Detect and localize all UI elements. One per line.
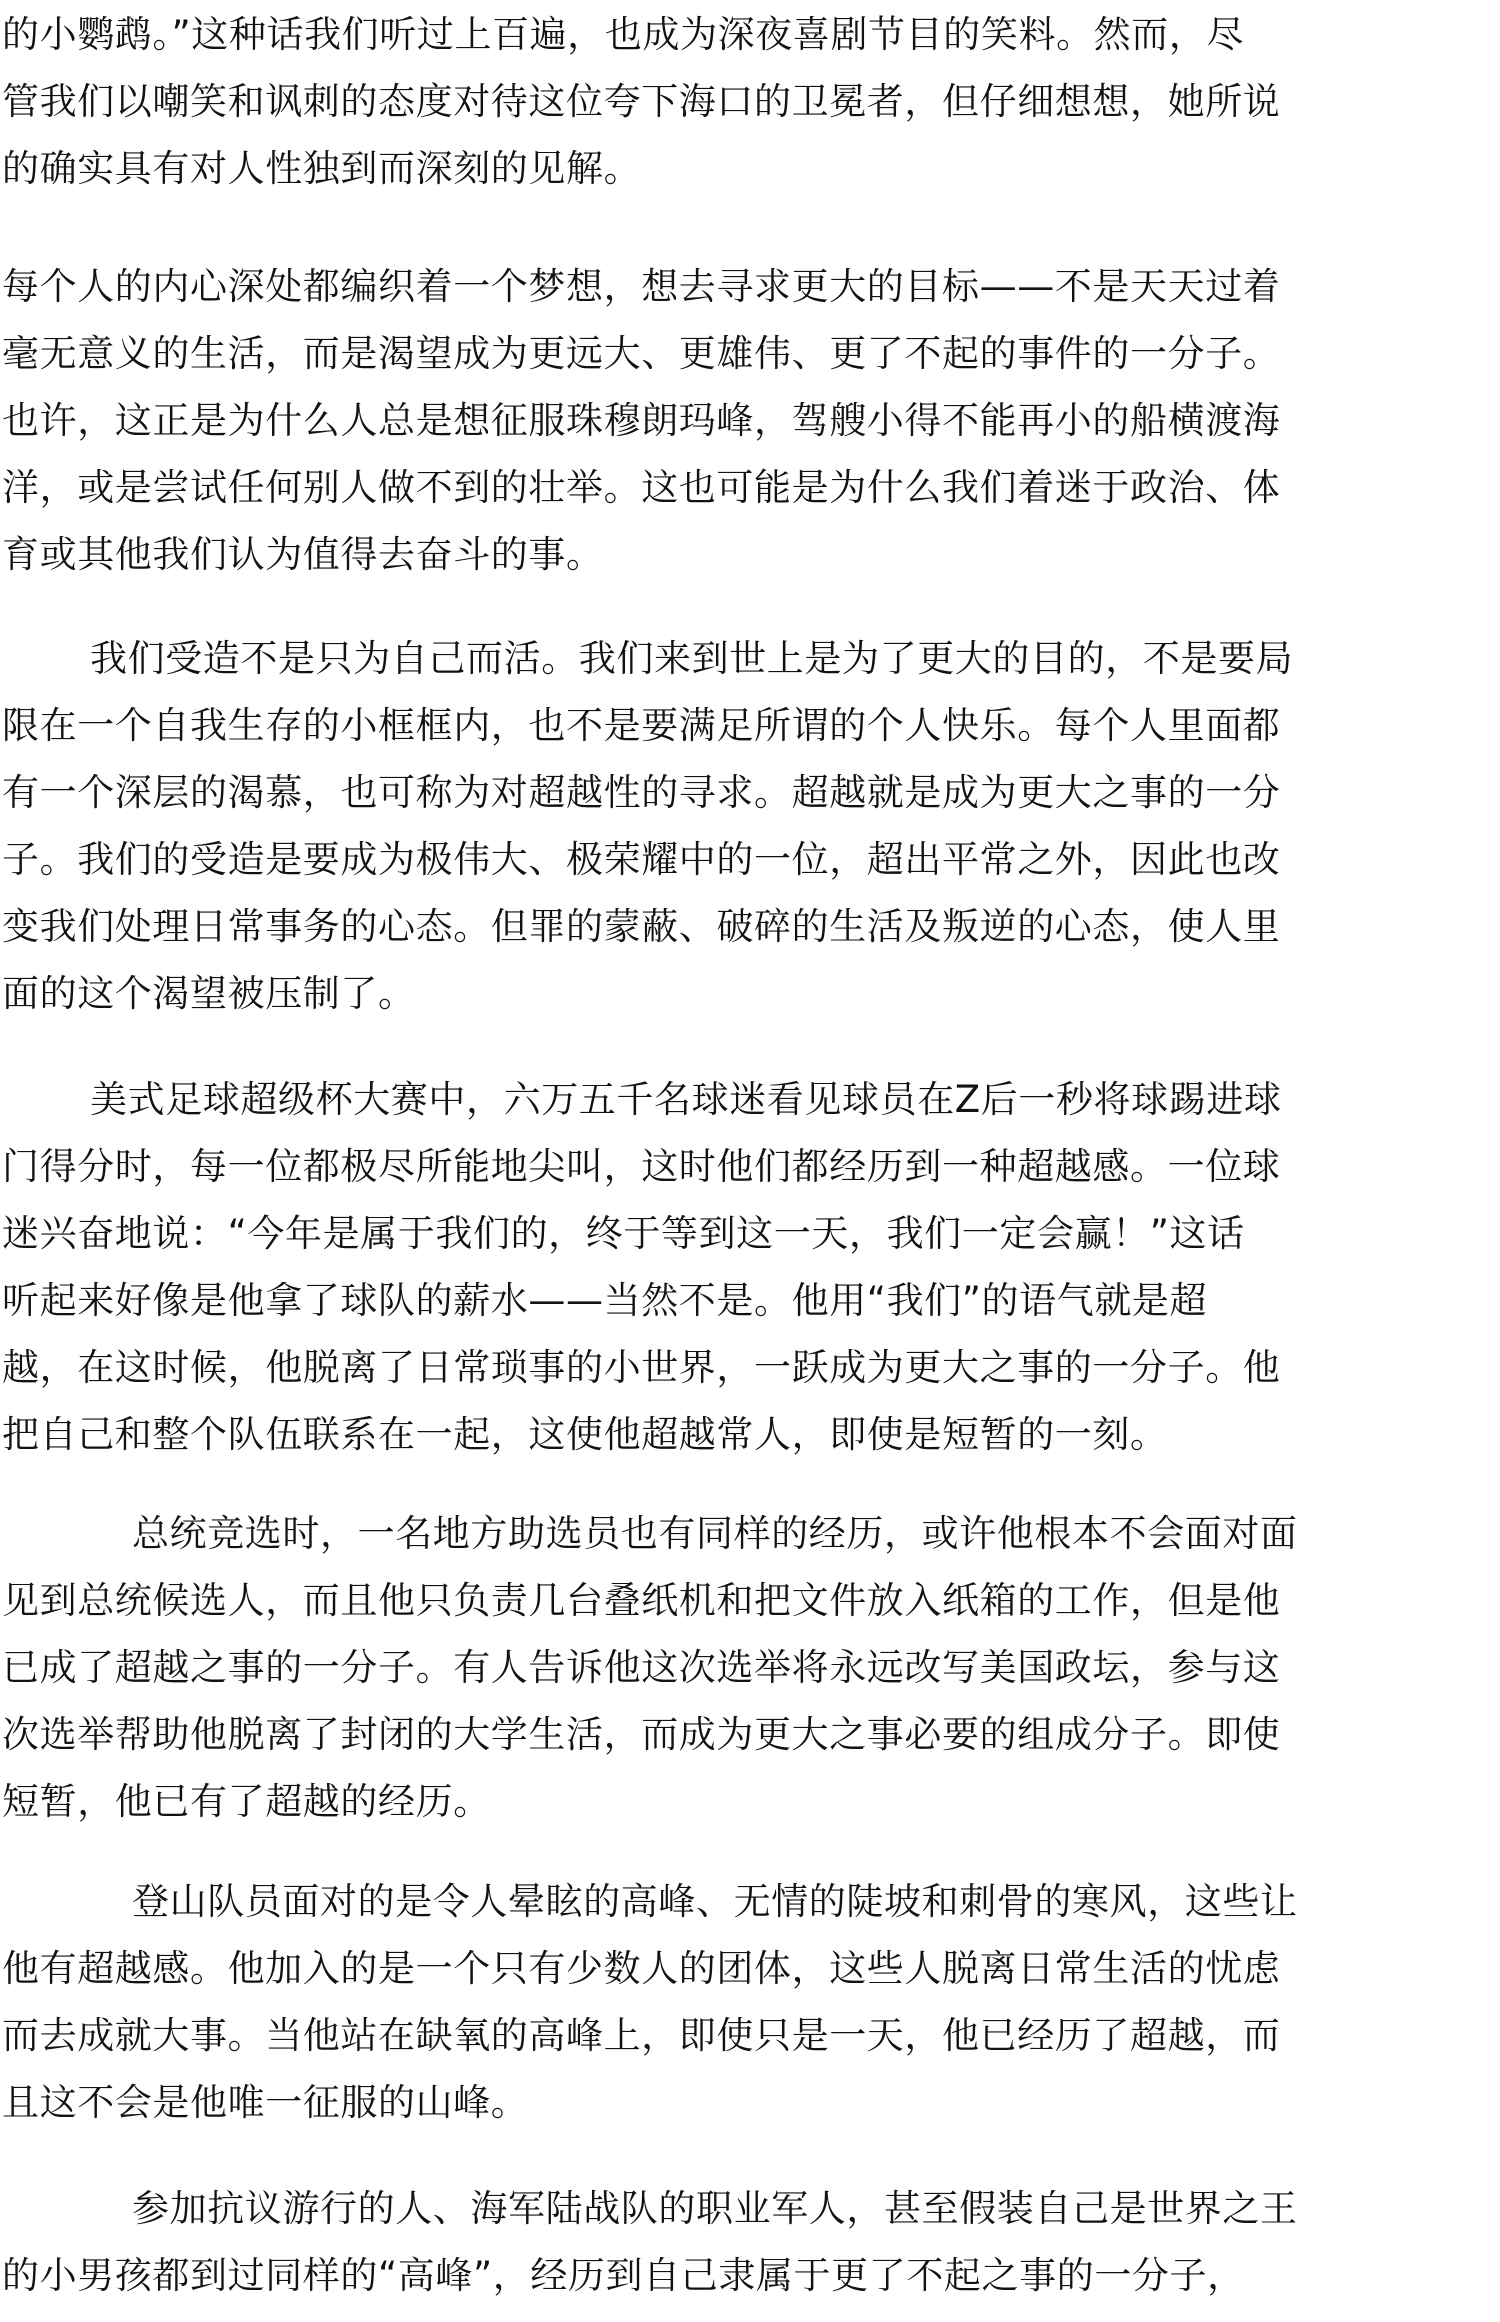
text-line: 而去成就大事。当他站在缺氧的高峰上，即使只是一天，他已经历了超越，而 bbox=[2, 2014, 1281, 2057]
text-line: 门得分时，每一位都极尽所能地尖叫，这时他们都经历到一种超越感。一位球 bbox=[2, 1145, 1281, 1188]
text-line: 美式足球超级杯大赛中，六万五千名球迷看见球员在Z后一秒将球踢进球 bbox=[90, 1078, 1282, 1121]
text-line: 子。我们的受造是要成为极伟大、极荣耀中的一位，超出平常之外，因此也改 bbox=[2, 838, 1281, 881]
text-line: 我们受造不是只为自己而活。我们来到世上是为了更大的目的，不是要局 bbox=[90, 637, 1294, 680]
text-line: 他有超越感。他加入的是一个只有少数人的团体，这些人脱离日常生活的忧虑 bbox=[2, 1947, 1281, 1990]
text-line: 限在一个自我生存的小框框内，也不是要满足所谓的个人快乐。每个人里面都 bbox=[2, 704, 1281, 747]
paragraph bbox=[2, 1500, 1480, 1835]
text-line: 次选举帮助他脱离了封闭的大学生活，而成为更大之事必要的组成分子。即使 bbox=[2, 1713, 1281, 1756]
paragraph bbox=[2, 625, 1480, 1027]
text-line: 参加抗议游行的人、海军陆战队的职业军人，甚至假装自己是世界之王 bbox=[132, 2187, 1298, 2230]
text-line: 管我们以嘲笑和讽刺的态度对待这位夸下海口的卫冕者，但仔细想想，她所说 bbox=[2, 80, 1281, 123]
text-line: 也许，这正是为什么人总是想征服珠穆朗玛峰，驾艘小得不能再小的船横渡海 bbox=[2, 399, 1281, 442]
text-line: 每个人的内心深处都编织着一个梦想，想去寻求更大的目标——不是天天过着 bbox=[2, 265, 1281, 308]
paragraph bbox=[2, 1066, 1480, 1468]
text-line: 有一个深层的渴慕，也可称为对超越性的寻求。超越就是成为更大之事的一分 bbox=[2, 771, 1281, 814]
text-line: 且这不会是他唯一征服的山峰。 bbox=[2, 2081, 529, 2124]
text-line: 见到总统候选人，而且他只负责几台叠纸机和把文件放入纸箱的工作，但是他 bbox=[2, 1579, 1281, 1622]
text-line: 短暂，他已有了超越的经历。 bbox=[2, 1780, 491, 1823]
paragraph bbox=[2, 1, 1480, 202]
paragraph bbox=[2, 2175, 1480, 2309]
text-line: 的小鹦鹉。”这种话我们听过上百遍，也成为深夜喜剧节目的笑料。然而，尽 bbox=[2, 13, 1245, 56]
text-line: 登山队员面对的是令人晕眩的高峰、无情的陡坡和刺骨的寒风，这些让 bbox=[132, 1880, 1298, 1923]
text-line: 把自己和整个队伍联系在一起，这使他超越常人，即使是短暂的一刻。 bbox=[2, 1413, 1168, 1456]
text-line: 已成了超越之事的一分子。有人告诉他这次选举将永远改写美国政坛，参与这 bbox=[2, 1646, 1281, 1689]
text-line: 面的这个渴望被压制了。 bbox=[2, 972, 416, 1015]
text-line: 育或其他我们认为值得去奋斗的事。 bbox=[2, 533, 604, 576]
text-line: 听起来好像是他拿了球队的薪水——当然不是。他用“我们”的语气就是超 bbox=[2, 1279, 1208, 1322]
paragraph bbox=[2, 1868, 1480, 2136]
text-line: 的确实具有对人性独到而深刻的见解。 bbox=[2, 147, 642, 190]
text-line: 迷兴奋地说：“今年是属于我们的，终于等到这一天，我们一定会赢！”这话 bbox=[2, 1212, 1245, 1255]
text-line: 越，在这时候，他脱离了日常琐事的小世界，一跃成为更大之事的一分子。他 bbox=[2, 1346, 1281, 1389]
text-line: 洋，或是尝试任何别人做不到的壮举。这也可能是为什么我们着迷于政治、体 bbox=[2, 466, 1281, 509]
text-line: 总统竞选时，一名地方助选员也有同样的经历，或许他根本不会面对面 bbox=[132, 1512, 1298, 1555]
text-line: 毫无意义的生活，而是渴望成为更远大、更雄伟、更了不起的事件的一分子。 bbox=[2, 332, 1281, 375]
paragraph bbox=[2, 253, 1480, 588]
text-line: 的小男孩都到过同样的“高峰”，经历到自己隶属于更了不起之事的一分子， bbox=[2, 2254, 1245, 2297]
text-line: 变我们处理日常事务的心态。但罪的蒙蔽、破碎的生活及叛逆的心态，使人里 bbox=[2, 905, 1281, 948]
